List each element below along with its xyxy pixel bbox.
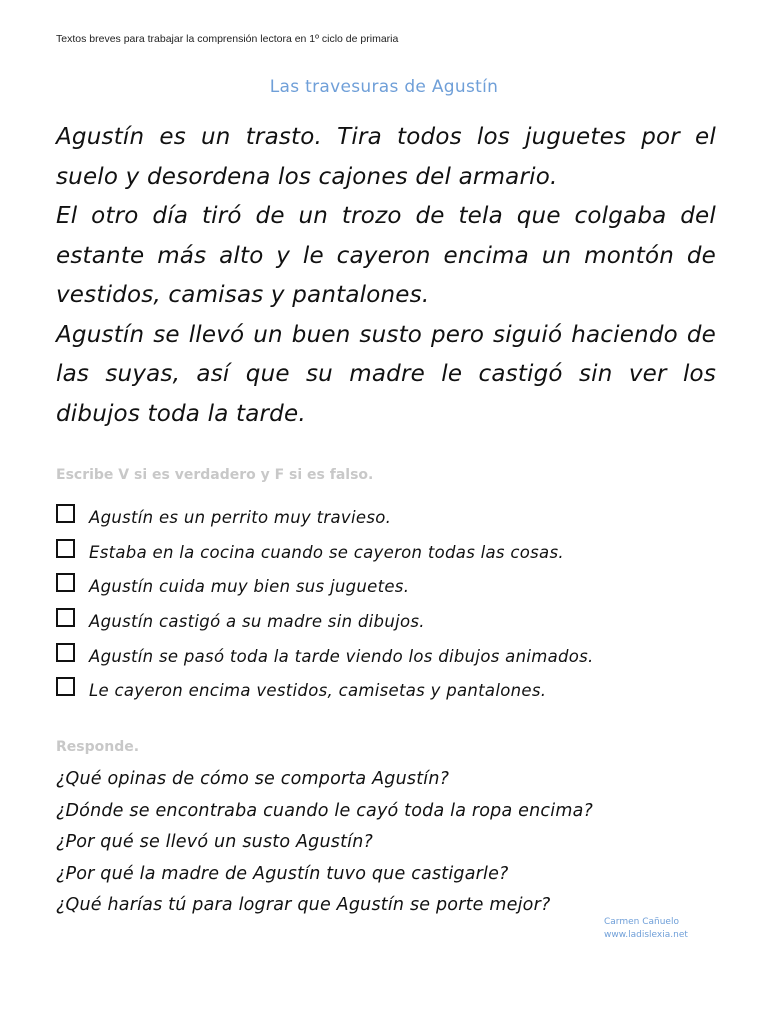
statement-text: Agustín castigó a su madre sin dibujos. — [89, 611, 425, 631]
question-item: ¿Por qué la madre de Agustín tuvo que castigarle? — [56, 863, 509, 884]
question-item: ¿Dónde se encontraba cuando le cayó toda la ropa encima? — [56, 800, 593, 821]
header-note: Textos breves para trabajar la comprensión lectora en 1º ciclo de primaria — [56, 33, 399, 45]
answer-checkbox[interactable] — [56, 608, 75, 627]
statement-text: Le cayeron encima vestidos, camisetas y pantalones. — [89, 681, 547, 701]
credit-author: Carmen Cañuelo — [604, 917, 679, 927]
page-title: Las travesuras de Agustín — [269, 77, 499, 97]
statement-text: Agustín es un perrito muy travieso. — [89, 507, 392, 527]
true-false-item — [56, 639, 736, 674]
responde-heading: Responde. — [56, 739, 140, 755]
story-text — [56, 118, 716, 434]
answer-checkbox[interactable] — [56, 677, 75, 696]
statement-text: Agustín se pasó toda la tarde viendo los dibujos animados. — [89, 646, 594, 666]
true-false-item — [56, 569, 736, 604]
credit-site-link[interactable]: www.ladislexia.net — [604, 930, 688, 940]
story-paragraph: Agustín se llevó un buen susto pero siguió haciendo de las suyas, así que su madre le castigó sin ver los dibujos toda la tarde. — [56, 321, 716, 427]
true-false-item — [56, 604, 736, 639]
story-paragraph: Agustín es un trasto. Tira todos los juguetes por el suelo y desordena los cajones del armario. — [56, 124, 716, 190]
question-item: ¿Qué harías tú para lograr que Agustín se porte mejor? — [56, 895, 551, 915]
credit — [604, 916, 688, 942]
answer-checkbox[interactable] — [56, 504, 75, 523]
true-false-heading: Escribe V si es verdadero y F si es falso. — [56, 467, 374, 483]
statement-text: Agustín cuida muy bien sus juguetes. — [89, 577, 410, 597]
true-false-item — [56, 535, 736, 570]
answer-checkbox[interactable] — [56, 539, 75, 558]
question-item: ¿Qué opinas de cómo se comporta Agustín? — [56, 769, 450, 789]
true-false-list — [56, 500, 736, 708]
story-paragraph: El otro día tiró de un trozo de tela que colgaba del estante más alto y le cayeron encima un montón de vestidos, camisas y pantalones. — [56, 203, 716, 308]
true-false-item — [56, 500, 736, 535]
answer-checkbox[interactable] — [56, 643, 75, 662]
true-false-item — [56, 673, 736, 708]
question-item: ¿Por qué se llevó un susto Agustín? — [56, 832, 373, 852]
answer-checkbox[interactable] — [56, 573, 75, 592]
question-list — [56, 764, 593, 922]
statement-text: Estaba en la cocina cuando se cayeron todas las cosas. — [89, 542, 564, 562]
